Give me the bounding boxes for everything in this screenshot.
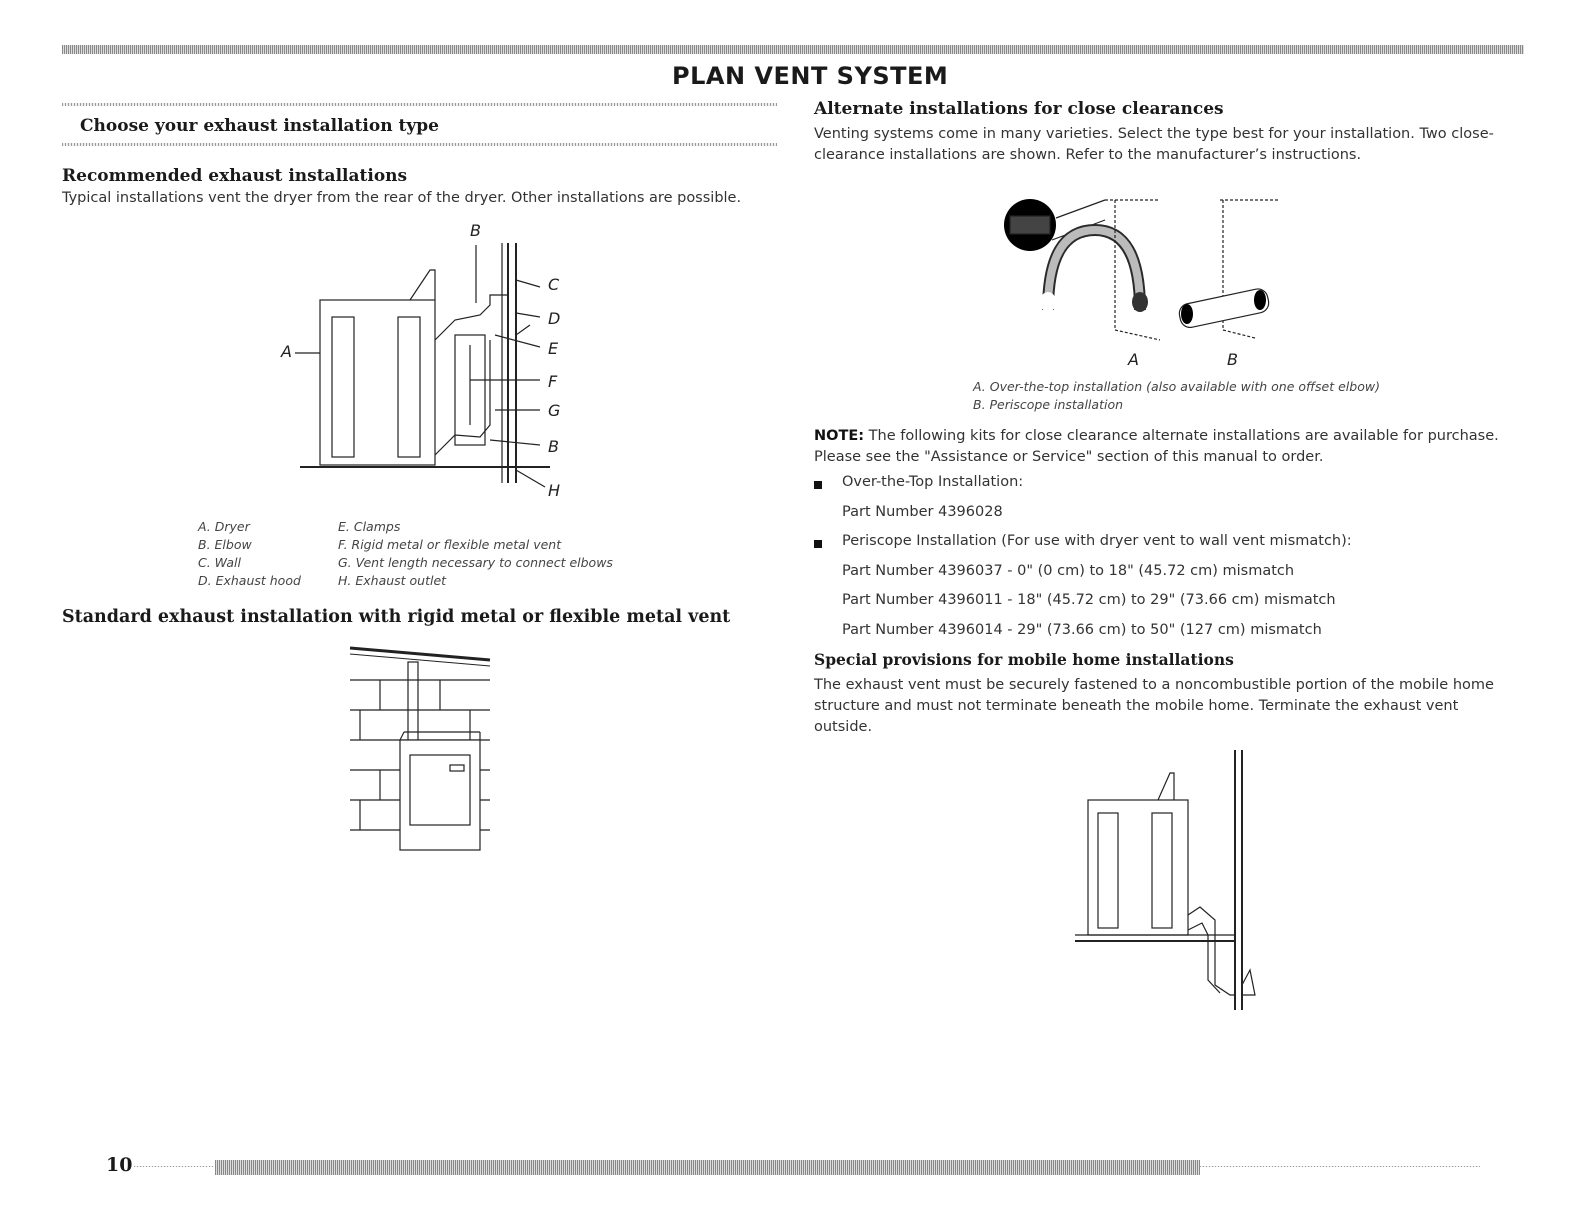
section-heading: Choose your exhaust installation type [80,116,439,136]
alt-diagram-label-a: A [1128,350,1139,369]
alternate-body-line2: clearance installations are shown. Refer to the manufacturer’s instructions. [814,147,1362,163]
diagram-label-a: A [281,342,292,361]
list-item-label: Periscope Installation (For use with dryer vent to wall vent mismatch): [842,533,1352,549]
footer-rule-left [134,1166,214,1167]
diagram-label-b-top: B [470,221,481,240]
note-label: NOTE: [814,428,865,444]
recommended-body: Typical installations vent the dryer from the rear of the dryer. Other installations are possible. [62,190,742,206]
alternate-heading: Alternate installations for close clearances [814,99,1224,119]
page-title: PLAN VENT SYSTEM [672,62,949,90]
standard-heading: Standard exhaust installation with rigid metal or flexible metal vent [62,607,731,627]
mobile-body-line2: structure and must not terminate beneath the mobile home. Terminate the exhaust vent [814,698,1459,714]
section-rule-bottom [62,143,777,146]
mobile-body-line1: The exhaust vent must be securely fastened to a noncombustible portion of the mobile home [814,677,1494,693]
diagram-label-e: E [548,339,559,358]
legend-item: H. Exhaust outlet [338,573,447,588]
alternate-body-line1: Venting systems come in many varieties. Select the type best for your installation. Two close- [814,126,1494,142]
part-number: Part Number 4396037 - 0" (0 cm) to 18" (45.72 cm) mismatch [842,563,1295,579]
legend-item: D. Exhaust hood [198,573,301,588]
legend-item: C. Wall [198,555,241,570]
periscope-installation-diagram [1165,190,1275,350]
bullet-icon [814,481,822,489]
diagram-label-g: G [548,401,561,420]
bullet-icon [814,540,822,548]
diagram-label-f: F [548,372,558,391]
legend-item: B. Elbow [198,537,252,552]
diagram-label-d: D [548,309,561,328]
alt-diagram-label-b: B [1227,350,1238,369]
over-the-top-installation-diagram [1000,190,1180,350]
footer-band [215,1160,1200,1175]
legend-item: A. Dryer [198,519,250,534]
recommended-heading: Recommended exhaust installations [62,166,408,186]
part-number: Part Number 4396011 - 18" (45.72 cm) to 29" (73.66 cm) mismatch [842,592,1336,608]
mobile-body-line3: outside. [814,719,873,735]
legend-item: E. Clamps [338,519,401,534]
part-number: Part Number 4396028 [842,504,1003,520]
legend-item: G. Vent length necessary to connect elbows [338,555,613,570]
note-line1 [814,426,1499,447]
part-number: Part Number 4396014 - 29" (73.66 cm) to 50" (127 cm) mismatch [842,622,1322,638]
recommended-installation-diagram [280,225,580,505]
diagram-label-b-bottom: B [548,437,559,456]
diagram-label-h: H [548,481,561,500]
mobile-heading: Special provisions for mobile home installations [814,650,1234,669]
list-item-label: Over-the-Top Installation: [842,474,1024,490]
mobile-home-installation-diagram [1070,745,1290,1015]
top-border-band [62,45,1524,54]
note-text: The following kits for close clearance alternate installations are available for purchase. [864,428,1499,444]
page-number: 10 [106,1154,133,1176]
alt-caption-a: A. Over-the-top installation (also available with one offset elbow) [973,379,1380,394]
standard-installation-illustration [340,640,500,860]
alt-caption-b: B. Periscope installation [973,397,1124,412]
legend-item: F. Rigid metal or flexible metal vent [338,537,562,552]
note-line2: Please see the "Assistance or Service" section of this manual to order. [814,449,1324,465]
footer-rule-right [1200,1166,1480,1167]
section-rule-top [62,103,777,106]
diagram-label-c: C [548,275,560,294]
